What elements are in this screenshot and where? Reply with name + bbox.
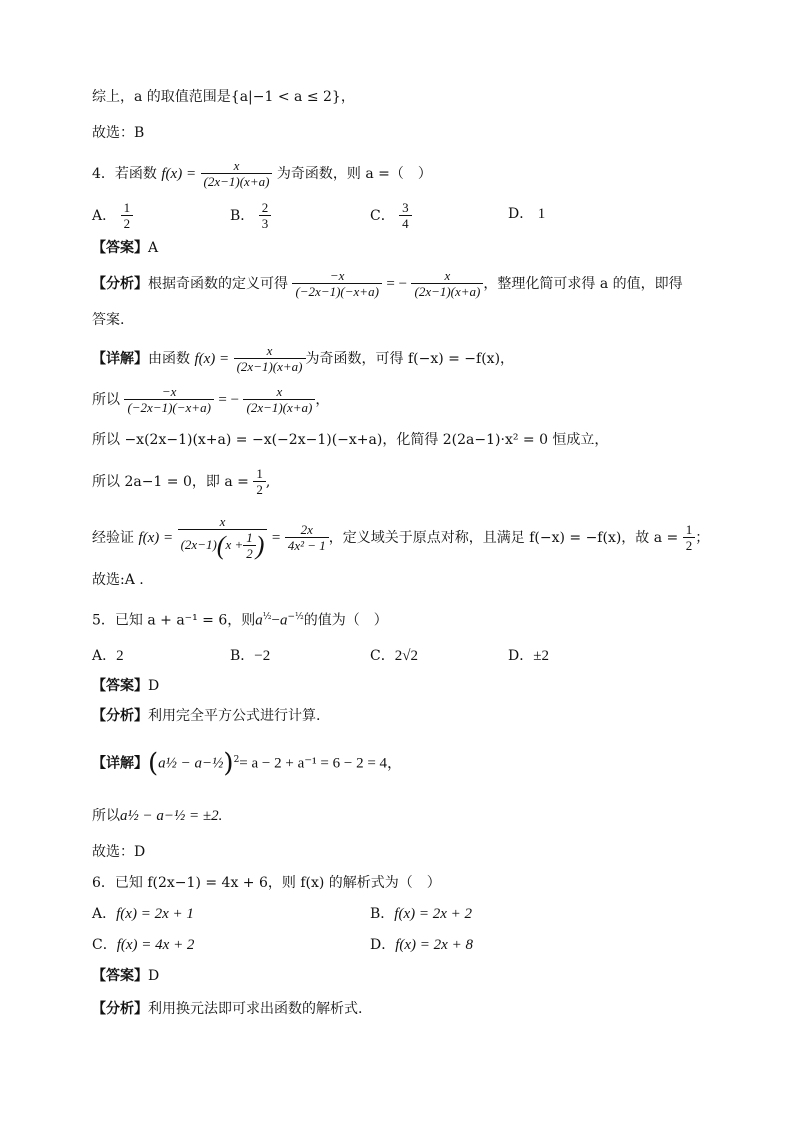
expr-base: a	[279, 612, 288, 629]
right-paren: )	[255, 531, 265, 560]
detail-text: ,	[265, 474, 271, 490]
option-label: C．	[370, 208, 395, 224]
answer-value: A	[148, 240, 159, 256]
option-label: C．	[92, 937, 117, 953]
detail-expr: a½ − a−½ = ±2.	[120, 808, 223, 824]
fraction-numer: 1	[685, 522, 693, 537]
option-label: D．	[370, 937, 396, 953]
option-label: B．	[230, 208, 255, 224]
fraction-denom: (2x−1)(x+a)	[243, 399, 315, 416]
q4-detail-4	[92, 466, 270, 498]
fraction-numer: 1	[246, 530, 253, 545]
q4-analysis	[92, 268, 683, 300]
detail-text: 经验证	[92, 530, 134, 546]
fraction-denom	[178, 529, 268, 562]
expr-exponent: ½	[262, 612, 272, 622]
q4-detail-2	[92, 384, 329, 416]
detail-func: f(x) =	[138, 530, 174, 546]
q3-conclusion: 综上，a 的取值范围是{a|−1 < a ≤ 2}，	[92, 89, 355, 105]
analysis-text: 根据奇函数的定义可得	[148, 276, 288, 292]
option-value: 2	[116, 648, 124, 664]
q6-answer	[92, 966, 159, 986]
fraction-numer: x	[266, 343, 273, 358]
detail-text: 为奇函数，可得 f(−x) = −f(x)，	[305, 351, 515, 367]
detail-tag: 【详解】	[92, 755, 148, 772]
right-paren: )	[223, 748, 234, 779]
equals-sign: =	[271, 530, 281, 546]
option-label: A．	[92, 648, 117, 664]
option-numer: 3	[402, 200, 409, 215]
fraction-numer: x	[276, 384, 283, 399]
q4-func: f(x) =	[161, 166, 197, 182]
analysis-text: 利用换元法即可求出函数的解析式.	[148, 1001, 363, 1017]
q6-analysis	[92, 999, 362, 1019]
q6-option-c	[92, 934, 194, 954]
q4-analysis-line2: 答案.	[92, 312, 125, 328]
q4-number: 4．若函数	[92, 166, 157, 182]
expr-base: a	[255, 612, 263, 629]
detail-text: 所以 2a−1 = 0，即 a =	[92, 474, 249, 490]
analysis-tag: 【分析】	[92, 276, 148, 292]
q4-stem	[92, 158, 432, 190]
detail-text: 所以	[92, 392, 120, 408]
square-exponent: 2	[233, 755, 240, 765]
q4-choose: 故选:A .	[92, 572, 144, 588]
option-label: D．	[508, 206, 534, 222]
q4-detail-5	[92, 514, 709, 562]
fraction-denom: 2	[253, 481, 266, 498]
answer-value: D	[148, 968, 160, 984]
option-denom: 3	[259, 215, 272, 232]
q6-option-b	[370, 903, 472, 923]
option-value: f(x) = 2x + 1	[116, 906, 194, 922]
fraction-numer: −x	[161, 384, 177, 399]
fraction-denom: (−2x−1)(−x+a)	[124, 399, 213, 416]
q5-option-d	[508, 645, 549, 665]
option-numer: 2	[261, 200, 269, 215]
left-paren: (	[216, 531, 226, 560]
answer-tag: 【答案】	[92, 240, 148, 256]
option-value: f(x) = 4x + 2	[116, 937, 195, 953]
fraction-numer: x	[219, 514, 226, 529]
q5-choose: 故选：D	[92, 844, 146, 860]
answer-tag: 【答案】	[92, 678, 148, 694]
detail-func: f(x) =	[194, 351, 230, 367]
q5-head: 5．已知 a + a⁻¹ = 6，则	[92, 612, 256, 629]
option-label: B．	[370, 906, 395, 922]
analysis-text: 利用完全平方公式进行计算.	[148, 708, 321, 724]
q6-option-d	[370, 934, 473, 954]
detail-expr: a½ − a−½	[158, 755, 224, 772]
q4-detail-1	[92, 343, 514, 375]
detail-text: 由函数	[148, 351, 190, 367]
q4-option-d	[508, 203, 545, 223]
fraction-numer: x	[444, 268, 451, 283]
q5-detail-2	[92, 806, 222, 826]
q4-detail-3: 所以 −x(2x−1)(x+a) = −x(−2x−1)(−x+a)，化简得 2(2a−1)·x² = 0 恒成立，	[92, 432, 609, 448]
q4-answer	[92, 238, 158, 258]
option-label: D．	[508, 648, 534, 664]
q4-tail: 为奇函数，则 a =（ ）	[276, 166, 432, 182]
q4-denom: (2x−1)(x+a)	[201, 173, 273, 190]
fraction-numer: −x	[329, 268, 345, 283]
detail-text: ；	[695, 530, 710, 546]
fraction-numer: 1	[256, 466, 263, 481]
q5-stem	[92, 607, 388, 631]
option-denom: 2	[121, 215, 134, 232]
fraction-numer: 2x	[300, 522, 313, 537]
fraction-denom: 2	[243, 545, 256, 562]
q5-answer	[92, 676, 159, 696]
option-label: C．	[370, 648, 395, 664]
detail-tag: 【详解】	[92, 351, 148, 367]
q5-option-a	[92, 645, 124, 665]
option-value: f(x) = 2x + 8	[395, 937, 473, 953]
q5-option-c	[370, 645, 418, 665]
detail-text: 所以	[92, 808, 120, 824]
left-paren: (	[148, 748, 159, 779]
q4-option-c	[370, 200, 412, 232]
option-label: A．	[92, 208, 117, 224]
option-label: A．	[92, 906, 117, 922]
q4-fraction	[201, 158, 273, 190]
option-value: 1	[537, 206, 546, 222]
detail-text: ，定义域关于原点对称，且满足 f(−x) = −f(x)，故 a =	[328, 530, 679, 546]
q4-option-a	[92, 200, 133, 232]
option-denom: 4	[399, 215, 412, 232]
option-value: f(x) = 2x + 2	[394, 906, 473, 922]
fraction-denom: 2	[683, 537, 696, 554]
q5-tail: 的值为（ ）	[303, 612, 388, 629]
detail-text: = a − 2 + a⁻¹ = 6 − 2 = 4，	[239, 755, 403, 772]
equals-sign: = −	[218, 392, 240, 408]
fraction-denom: (2x−1)(x+a)	[411, 283, 483, 300]
answer-value: D	[148, 678, 160, 694]
fraction-denom: 4x² − 1	[285, 537, 329, 554]
answer-tag: 【答案】	[92, 968, 148, 984]
q5-option-b	[230, 645, 270, 665]
option-value: 2√2	[394, 648, 418, 664]
detail-text: ，	[315, 392, 330, 408]
q6-option-a	[92, 903, 194, 923]
denom-part: (2x−1)	[180, 536, 217, 552]
equals-sign: = −	[386, 276, 408, 292]
q6-stem: 6．已知 f(2x−1) = 4x + 6，则 f(x) 的解析式为（ ）	[92, 875, 441, 891]
q4-numer: x	[233, 158, 240, 173]
analysis-text: ，整理化简可求得 a 的值，即得	[483, 276, 683, 292]
option-value: ±2	[533, 648, 549, 664]
nested-fraction	[178, 514, 268, 562]
analysis-tag: 【分析】	[92, 708, 148, 724]
q5-detail-1	[92, 748, 403, 779]
q5-analysis	[92, 706, 320, 726]
option-label: B．	[230, 648, 255, 664]
minus-sign: −	[271, 612, 280, 629]
denom-part: x +	[225, 536, 244, 552]
analysis-tag: 【分析】	[92, 1001, 148, 1017]
expr-exponent: −½	[287, 612, 304, 622]
q3-choose: 故选：B	[92, 125, 145, 141]
q4-option-b	[230, 200, 271, 232]
fraction-denom: (2x−1)(x+a)	[234, 358, 306, 375]
option-numer: 1	[123, 200, 131, 215]
fraction-denom: (−2x−1)(−x+a)	[292, 283, 381, 300]
option-value: −2	[254, 648, 271, 664]
